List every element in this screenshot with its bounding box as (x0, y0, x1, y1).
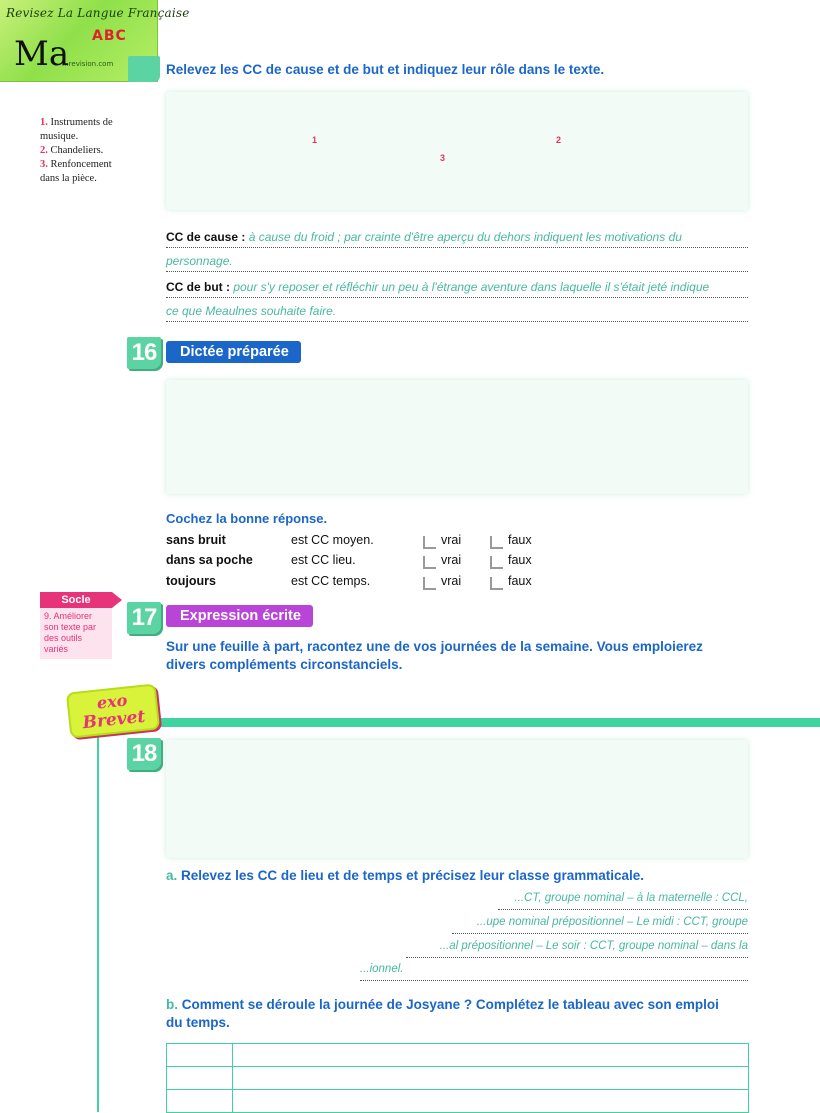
qcm-word: toujours (166, 574, 216, 588)
table-row (167, 1044, 749, 1067)
answer-line-cause-1[interactable]: CC de cause : à cause du froid ; par crainte d'être aperçu du dehors indiquent les motivations du (166, 230, 748, 248)
question-b: b. Comment se déroule la journée de Josyane ? Complétez le tableau avec son emploi du temps. (166, 997, 719, 1030)
schedule-table (166, 1043, 749, 1113)
footnote-marker-1: 1 (312, 135, 318, 145)
section-title-expression: Expression écrite (166, 605, 313, 627)
option-vrai: vrai (441, 533, 462, 547)
answer-line-but-1[interactable]: CC de but : pour s'y reposer et réfléchir un peu à l'étrange aventure dans laquelle il s'était jeté indique (166, 280, 748, 298)
question-heading-cc-cause-but: Relevez les CC de cause et de but et indiquez leur rôle dans le texte. (166, 62, 605, 77)
qcm-statement: est CC lieu. (291, 553, 356, 567)
checkbox-vrai[interactable] (423, 577, 436, 590)
footnote-marker-3: 3 (440, 153, 446, 163)
section-title-dictee: Dictée préparée (166, 341, 301, 363)
logo-title: Revisez La Langue Française (6, 6, 190, 20)
option-vrai: vrai (441, 574, 462, 588)
table-row (167, 1067, 749, 1090)
checkbox-vrai[interactable] (423, 536, 436, 549)
logo-domain: ...revision.com (62, 60, 114, 68)
checkbox-vrai[interactable] (423, 556, 436, 569)
qcm-statement: est CC moyen. (291, 533, 374, 547)
exercise-number-badge (128, 56, 160, 82)
option-faux: faux (508, 553, 532, 567)
socle-label: Socle (40, 592, 112, 608)
dictation-text-box (166, 380, 748, 494)
text-excerpt-box (166, 92, 748, 210)
option-vrai: vrai (441, 553, 462, 567)
answer-line-a-2[interactable]: ...upe nominal prépositionnel – Le midi : CCT, groupe (452, 916, 748, 934)
table-cell[interactable] (233, 1090, 749, 1113)
qcm-instruction: Cochez la bonne réponse. (166, 511, 328, 526)
qcm-word: sans bruit (166, 533, 226, 547)
answer-line-a-3[interactable]: ...al prépositionnel – Le soir : CCT, groupe nominal – dans la (406, 940, 748, 958)
table-cell[interactable] (167, 1044, 233, 1067)
answer-line-a-4[interactable]: ...ionnel. (360, 963, 748, 981)
answer-line-but-2[interactable]: ce que Meaulnes souhaite faire. (166, 304, 748, 322)
footnote-item: 1. Instruments de musique. (40, 117, 113, 142)
question-a: a. Relevez les CC de lieu et de temps et précisez leur classe grammaticale. (166, 868, 644, 883)
checkbox-faux[interactable] (490, 577, 503, 590)
answer-line-cause-2[interactable]: personnage. (166, 254, 748, 272)
brevet-text-box (166, 740, 748, 858)
option-faux: faux (508, 574, 532, 588)
qcm-row (166, 574, 586, 592)
answer-line-a-1[interactable]: ...CT, groupe nominal – à la maternelle : CCL, (498, 892, 748, 910)
table-cell[interactable] (233, 1044, 749, 1067)
qcm-row (166, 553, 586, 571)
footnote-marker-2: 2 (556, 135, 562, 145)
footnotes (40, 116, 130, 186)
section-number-18: 18 (127, 738, 161, 770)
table-row (167, 1090, 749, 1113)
checkbox-faux[interactable] (490, 556, 503, 569)
exo-brevet-badge: exo Brevet (66, 683, 160, 738)
checkbox-faux[interactable] (490, 536, 503, 549)
socle-skill: 9. Améliorer son texte par des outils variés (40, 608, 112, 659)
brevet-side-line (97, 727, 99, 1112)
qcm-word: dans sa poche (166, 553, 253, 567)
table-cell[interactable] (167, 1090, 233, 1113)
section-number-16: 16 (127, 337, 161, 369)
qcm-statement: est CC temps. (291, 574, 371, 588)
logo-letters: Ma (14, 34, 70, 74)
brevet-divider (150, 718, 820, 727)
table-cell[interactable] (167, 1067, 233, 1090)
footnote-item: 3. Renfoncement dans la pièce. (40, 159, 112, 184)
option-faux: faux (508, 533, 532, 547)
table-cell[interactable] (233, 1067, 749, 1090)
footnote-item: 2. Chandeliers. (40, 145, 104, 156)
section-number-17: 17 (127, 602, 161, 634)
qcm-row (166, 533, 586, 551)
writing-instruction: Sur une feuille à part, racontez une de vos journées de la semaine. Vous emploierez divers compléments circonstanciels. (166, 639, 703, 672)
logo-abc: ABC (92, 28, 127, 44)
socle-sidebar (40, 592, 120, 659)
